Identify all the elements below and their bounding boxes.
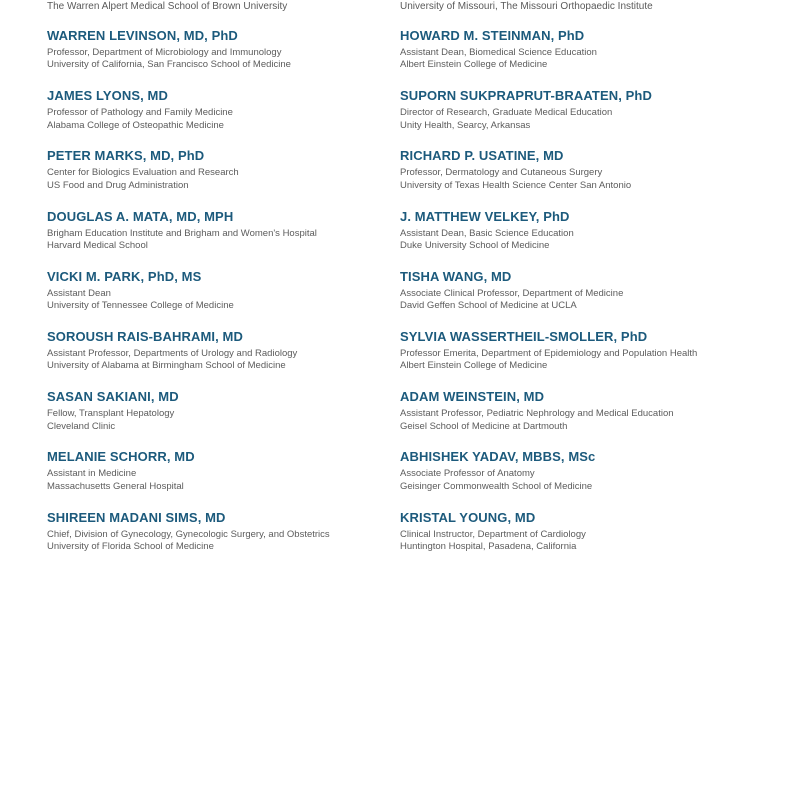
contributor-title: Assistant in Medicine bbox=[47, 468, 137, 480]
contributor-name: SOROUSH RAIS-BAHRAMI, MD bbox=[47, 328, 243, 344]
contributor-entry bbox=[400, 28, 750, 88]
contributor-entry bbox=[47, 209, 397, 269]
contributor-title: Assistant Dean bbox=[47, 287, 111, 299]
contributor-affiliation: Cleveland Clinic bbox=[47, 420, 116, 432]
contributor-entry bbox=[400, 389, 750, 449]
contributor-entry bbox=[400, 269, 750, 329]
contributor-title: Professor, Dermatology and Cutaneous Surgery bbox=[400, 167, 603, 179]
contributor-affiliation: Alabama College of Osteopathic Medicine bbox=[47, 119, 224, 131]
contributor-affiliation: University of Texas Health Science Center San Antonio bbox=[400, 179, 632, 191]
contributor-name: RICHARD P. USATINE, MD bbox=[400, 148, 564, 164]
contributor-name: JAMES LYONS, MD bbox=[47, 88, 168, 104]
contributor-name: J. MATTHEW VELKEY, PhD bbox=[400, 208, 570, 224]
contributor-title: Director of Research, Graduate Medical Education bbox=[400, 107, 613, 119]
contributor-name: VICKI M. PARK, PhD, MS bbox=[47, 268, 202, 284]
contributor-title: Assistant Dean, Basic Science Education bbox=[400, 227, 574, 239]
top-affiliation-left: The Warren Alpert Medical School of Brown University bbox=[47, 1, 288, 12]
top-affiliation-right: University of Missouri, The Missouri Orthopaedic Institute bbox=[400, 1, 653, 12]
contributor-name: TISHA WANG, MD bbox=[400, 268, 512, 284]
contributor-entry bbox=[47, 88, 397, 148]
contributor-entry bbox=[400, 329, 750, 389]
contributor-entry bbox=[47, 269, 397, 329]
contributor-title: Assistant Dean, Biomedical Science Education bbox=[400, 47, 597, 58]
contributor-title: Chief, Division of Gynecology, Gynecologic Surgery, and Obstetrics bbox=[47, 528, 330, 540]
contributor-entry bbox=[400, 148, 750, 208]
contributor-title: Brigham Education Institute and Brigham and Women's Hospital bbox=[47, 227, 317, 239]
contributor-name: SASAN SAKIANI, MD bbox=[47, 389, 179, 405]
contributor-title: Professor of Pathology and Family Medicine bbox=[47, 107, 233, 119]
contributor-name: SYLVIA WASSERTHEIL-SMOLLER, PhD bbox=[400, 328, 648, 344]
contributor-affiliation: Duke University School of Medicine bbox=[400, 239, 550, 251]
contributor-affiliation: Huntington Hospital, Pasadena, California bbox=[400, 540, 577, 552]
contributor-affiliation: Albert Einstein College of Medicine bbox=[400, 360, 548, 372]
contributor-name: ADAM WEINSTEIN, MD bbox=[400, 389, 545, 405]
contributor-name: MELANIE SCHORR, MD bbox=[47, 449, 195, 465]
contributor-title: Professor, Department of Microbiology and Immunology bbox=[47, 47, 282, 58]
contributor-affiliation: University of Tennessee College of Medicine bbox=[47, 300, 234, 312]
contributor-affiliation: David Geffen School of Medicine at UCLA bbox=[400, 300, 577, 312]
contributor-affiliation: University of Alabama at Birmingham School of Medicine bbox=[47, 360, 286, 372]
contributor-title: Professor Emerita, Department of Epidemiology and Population Health bbox=[400, 347, 698, 359]
contributor-title: Assistant Professor, Departments of Urology and Radiology bbox=[47, 347, 298, 359]
contributor-entry bbox=[400, 209, 750, 269]
contributor-affiliation: Albert Einstein College of Medicine bbox=[400, 59, 548, 71]
contributor-title: Associate Professor of Anatomy bbox=[400, 468, 535, 480]
contributor-title: Assistant Professor, Pediatric Nephrology and Medical Education bbox=[400, 408, 674, 420]
contributor-name: WARREN LEVINSON, MD, PhD bbox=[47, 28, 238, 43]
contributor-name: DOUGLAS A. MATA, MD, MPH bbox=[47, 208, 234, 224]
contributor-entry bbox=[47, 28, 397, 88]
contributor-name: SUPORN SUKPRAPRUT-BRAATEN, PhD bbox=[400, 88, 652, 104]
contributor-title: Clinical Instructor, Department of Cardiology bbox=[400, 528, 586, 540]
contributor-entry bbox=[47, 389, 397, 449]
contributor-entry bbox=[47, 449, 397, 509]
contributor-name: PETER MARKS, MD, PhD bbox=[47, 148, 205, 164]
contributor-affiliation: Geisinger Commonwealth School of Medicine bbox=[400, 480, 593, 492]
contributor-affiliation: Massachusetts General Hospital bbox=[47, 480, 184, 492]
contributor-affiliation: Geisel School of Medicine at Dartmouth bbox=[400, 420, 568, 432]
contributor-entry bbox=[47, 329, 397, 389]
contributor-title: Center for Biologics Evaluation and Research bbox=[47, 167, 239, 179]
contributor-title: Fellow, Transplant Hepatology bbox=[47, 408, 175, 420]
contributor-affiliation: University of California, San Francisco School of Medicine bbox=[47, 59, 291, 71]
contributor-name: HOWARD M. STEINMAN, PhD bbox=[400, 28, 585, 43]
contributor-name: ABHISHEK YADAV, MBBS, MSc bbox=[400, 449, 596, 465]
left-column bbox=[47, 28, 397, 570]
contributor-affiliation: University of Florida School of Medicine bbox=[47, 540, 214, 552]
contributor-name: SHIREEN MADANI SIMS, MD bbox=[47, 509, 226, 525]
contributor-entry bbox=[47, 510, 397, 570]
contributor-entry bbox=[400, 510, 750, 570]
contributor-title: Associate Clinical Professor, Department of Medicine bbox=[400, 287, 624, 299]
contributor-affiliation: Unity Health, Searcy, Arkansas bbox=[400, 119, 531, 131]
right-column bbox=[400, 28, 750, 570]
contributor-name: KRISTAL YOUNG, MD bbox=[400, 509, 536, 525]
contributor-entry bbox=[400, 88, 750, 148]
contributor-entry bbox=[400, 449, 750, 509]
contributor-affiliation: Harvard Medical School bbox=[47, 239, 148, 251]
contributor-affiliation: US Food and Drug Administration bbox=[47, 179, 189, 191]
contributor-entry bbox=[47, 148, 397, 208]
